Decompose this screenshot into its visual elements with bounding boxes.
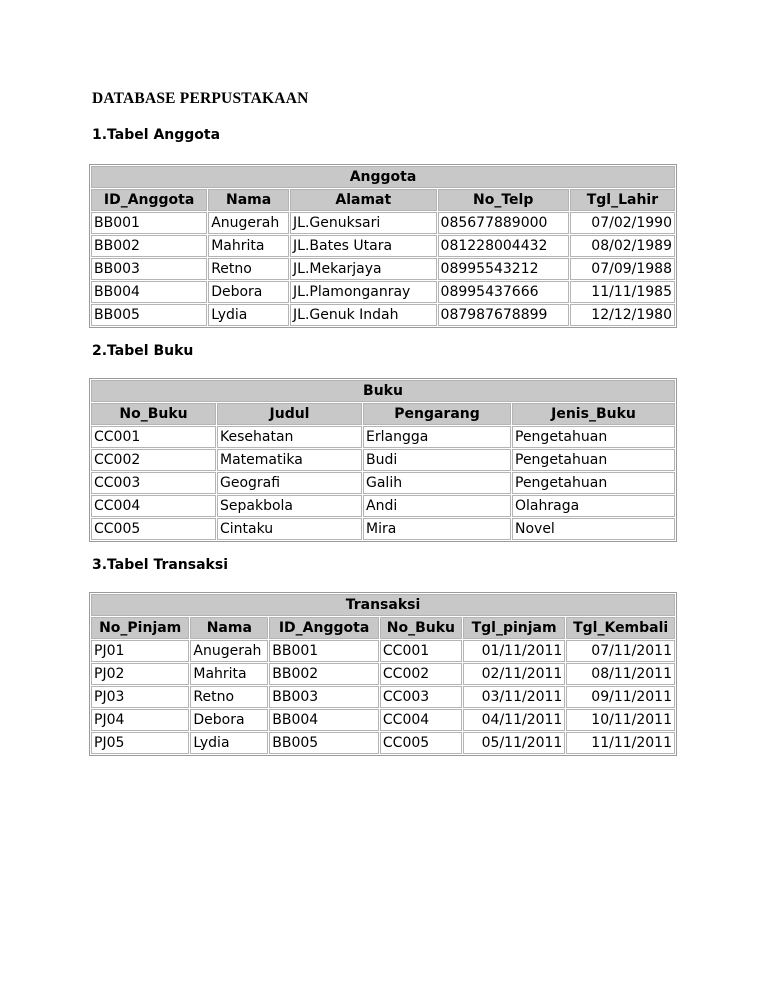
table-anggota bbox=[89, 164, 677, 328]
column-header: Tgl_Lahir bbox=[570, 189, 675, 211]
table-row bbox=[91, 281, 675, 303]
table-cell: BB002 bbox=[269, 663, 379, 685]
table-cell: Retno bbox=[208, 258, 289, 280]
table-cell: BB005 bbox=[269, 732, 379, 754]
table-cell: CC001 bbox=[380, 640, 462, 662]
table-cell: Olahraga bbox=[512, 495, 675, 517]
table-row bbox=[91, 304, 675, 326]
table-row bbox=[91, 709, 675, 731]
table-cell: 087987678899 bbox=[438, 304, 569, 326]
section-heading-transaksi: 3.Tabel Transaksi bbox=[92, 557, 228, 573]
section-heading-anggota: 1.Tabel Anggota bbox=[92, 127, 221, 143]
table-cell: 08995437666 bbox=[438, 281, 569, 303]
table-cell: Debora bbox=[208, 281, 289, 303]
table-cell: Retno bbox=[190, 686, 268, 708]
header-row bbox=[91, 617, 675, 639]
table-cell: Anugerah bbox=[208, 212, 289, 234]
table-cell: 081228004432 bbox=[438, 235, 569, 257]
table-cell: 07/02/1990 bbox=[570, 212, 675, 234]
table-cell: Lydia bbox=[208, 304, 289, 326]
table-row bbox=[91, 235, 675, 257]
table-row bbox=[91, 495, 675, 517]
header-row bbox=[91, 189, 675, 211]
column-header: No_Telp bbox=[438, 189, 569, 211]
table-buku bbox=[89, 378, 677, 542]
table-transaksi bbox=[89, 592, 677, 756]
column-header: ID_Anggota bbox=[269, 617, 379, 639]
table-row bbox=[91, 212, 675, 234]
section-heading-buku: 2.Tabel Buku bbox=[92, 343, 194, 359]
table-cell: Mira bbox=[363, 518, 511, 540]
table-cell: Andi bbox=[363, 495, 511, 517]
table-cell: Sepakbola bbox=[217, 495, 362, 517]
table-cell: Pengetahuan bbox=[512, 449, 675, 471]
table-cell: Mahrita bbox=[190, 663, 268, 685]
table-cell: CC003 bbox=[91, 472, 216, 494]
table-cell: 08/11/2011 bbox=[566, 663, 675, 685]
table-cell: 08/02/1989 bbox=[570, 235, 675, 257]
table-cell: BB004 bbox=[269, 709, 379, 731]
table-cell: CC001 bbox=[91, 426, 216, 448]
table-cell: 03/11/2011 bbox=[463, 686, 565, 708]
table-cell: 11/11/2011 bbox=[566, 732, 675, 754]
table-cell: 04/11/2011 bbox=[463, 709, 565, 731]
table-cell: Debora bbox=[190, 709, 268, 731]
table-cell: CC002 bbox=[91, 449, 216, 471]
table-cell: Budi bbox=[363, 449, 511, 471]
table-cell: 08995543212 bbox=[438, 258, 569, 280]
column-header: Tgl_Kembali bbox=[566, 617, 675, 639]
table-cell: Geografi bbox=[217, 472, 362, 494]
table-cell: Lydia bbox=[190, 732, 268, 754]
table-row bbox=[91, 640, 675, 662]
table-cell: 09/11/2011 bbox=[566, 686, 675, 708]
table-cell: PJ01 bbox=[91, 640, 189, 662]
table-cell: CC005 bbox=[380, 732, 462, 754]
column-header: Tgl_pinjam bbox=[463, 617, 565, 639]
table-cell: CC003 bbox=[380, 686, 462, 708]
column-header: Pengarang bbox=[363, 403, 511, 425]
table-cell: BB001 bbox=[269, 640, 379, 662]
table-row bbox=[91, 258, 675, 280]
table-row bbox=[91, 426, 675, 448]
column-header: Jenis_Buku bbox=[512, 403, 675, 425]
column-header: No_Pinjam bbox=[91, 617, 189, 639]
table-row bbox=[91, 686, 675, 708]
table-cell: PJ03 bbox=[91, 686, 189, 708]
table-cell: Matematika bbox=[217, 449, 362, 471]
table-cell: CC002 bbox=[380, 663, 462, 685]
table-caption: Transaksi bbox=[91, 594, 675, 616]
table-cell: 10/11/2011 bbox=[566, 709, 675, 731]
table-caption: Buku bbox=[91, 380, 675, 402]
table-cell: PJ04 bbox=[91, 709, 189, 731]
table-cell: 02/11/2011 bbox=[463, 663, 565, 685]
table-cell: JL.Plamonganray bbox=[290, 281, 437, 303]
table-row bbox=[91, 472, 675, 494]
table-cell: BB004 bbox=[91, 281, 207, 303]
table-row bbox=[91, 518, 675, 540]
table-cell: Pengetahuan bbox=[512, 426, 675, 448]
table-cell: 07/09/1988 bbox=[570, 258, 675, 280]
table-caption: Anggota bbox=[91, 166, 675, 188]
column-header: Nama bbox=[190, 617, 268, 639]
table-cell: Cintaku bbox=[217, 518, 362, 540]
table-cell: Galih bbox=[363, 472, 511, 494]
table-cell: 07/11/2011 bbox=[566, 640, 675, 662]
table-cell: JL.Bates Utara bbox=[290, 235, 437, 257]
table-cell: PJ02 bbox=[91, 663, 189, 685]
table-cell: Novel bbox=[512, 518, 675, 540]
table-row bbox=[91, 732, 675, 754]
document-title: DATABASE PERPUSTAKAAN bbox=[92, 90, 309, 107]
header-row bbox=[91, 403, 675, 425]
column-header: ID_Anggota bbox=[91, 189, 207, 211]
column-header: Nama bbox=[208, 189, 289, 211]
table-cell: BB003 bbox=[269, 686, 379, 708]
column-header: Judul bbox=[217, 403, 362, 425]
table-row bbox=[91, 663, 675, 685]
table-cell: CC004 bbox=[380, 709, 462, 731]
column-header: No_Buku bbox=[91, 403, 216, 425]
table-cell: JL.Mekarjaya bbox=[290, 258, 437, 280]
table-cell: BB002 bbox=[91, 235, 207, 257]
column-header: No_Buku bbox=[380, 617, 462, 639]
table-cell: 01/11/2011 bbox=[463, 640, 565, 662]
table-cell: Kesehatan bbox=[217, 426, 362, 448]
table-cell: Erlangga bbox=[363, 426, 511, 448]
table-cell: Mahrita bbox=[208, 235, 289, 257]
column-header: Alamat bbox=[290, 189, 437, 211]
table-cell: Anugerah bbox=[190, 640, 268, 662]
table-row bbox=[91, 449, 675, 471]
table-cell: 085677889000 bbox=[438, 212, 569, 234]
table-cell: CC005 bbox=[91, 518, 216, 540]
table-cell: BB005 bbox=[91, 304, 207, 326]
table-cell: BB003 bbox=[91, 258, 207, 280]
table-cell: 05/11/2011 bbox=[463, 732, 565, 754]
table-cell: JL.Genuksari bbox=[290, 212, 437, 234]
table-cell: BB001 bbox=[91, 212, 207, 234]
table-cell: 12/12/1980 bbox=[570, 304, 675, 326]
table-cell: JL.Genuk Indah bbox=[290, 304, 437, 326]
table-cell: CC004 bbox=[91, 495, 216, 517]
table-cell: Pengetahuan bbox=[512, 472, 675, 494]
table-cell: 11/11/1985 bbox=[570, 281, 675, 303]
table-cell: PJ05 bbox=[91, 732, 189, 754]
